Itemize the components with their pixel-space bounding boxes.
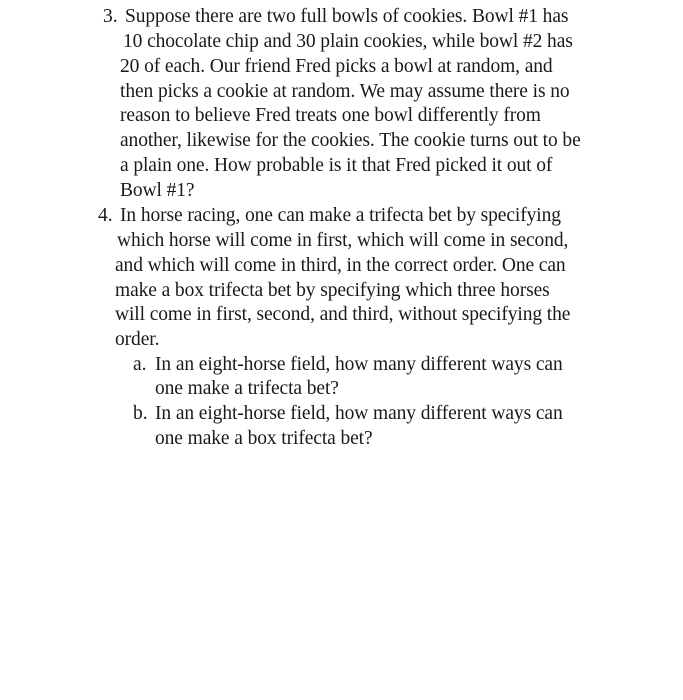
problem-text-line: will come in first, second, and third, without specifying the: [115, 304, 571, 325]
subpart-label: b.: [133, 403, 148, 424]
problem-text-line: make a box trifecta bet by specifying which three horses: [115, 280, 550, 301]
problem-text-line: then picks a cookie at random. We may assume there is no: [120, 81, 570, 102]
problem-number: 3.: [103, 6, 118, 27]
subpart-text-line: In an eight-horse field, how many different ways can: [155, 354, 563, 375]
subpart-text-line: one make a box trifecta bet?: [155, 428, 373, 449]
problem-text-line: 20 of each. Our friend Fred picks a bowl at random, and: [120, 56, 553, 77]
subpart-label: a.: [133, 354, 147, 375]
problem-text-line: In horse racing, one can make a trifecta bet by specifying: [120, 205, 561, 226]
subpart-text-line: In an eight-horse field, how many different ways can: [155, 403, 563, 424]
problem-text-line: and which will come in third, in the correct order. One can: [115, 255, 566, 276]
problem-number: 4.: [98, 205, 113, 226]
problem-text-line: order.: [115, 329, 160, 350]
problem-text-line: 10 chocolate chip and 30 plain cookies, while bowl #2 has: [123, 31, 573, 52]
problem-text-line: Suppose there are two full bowls of cookies. Bowl #1 has: [125, 6, 569, 27]
subpart-text-line: one make a trifecta bet?: [155, 378, 339, 399]
problem-text-line: a plain one. How probable is it that Fred picked it out of: [120, 155, 553, 176]
problem-text-line: reason to believe Fred treats one bowl differently from: [120, 105, 541, 126]
problem-text-line: another, likewise for the cookies. The cookie turns out to be: [120, 130, 581, 151]
problem-text-line: Bowl #1?: [120, 180, 195, 201]
problem-text-line: which horse will come in first, which will come in second,: [117, 230, 569, 251]
